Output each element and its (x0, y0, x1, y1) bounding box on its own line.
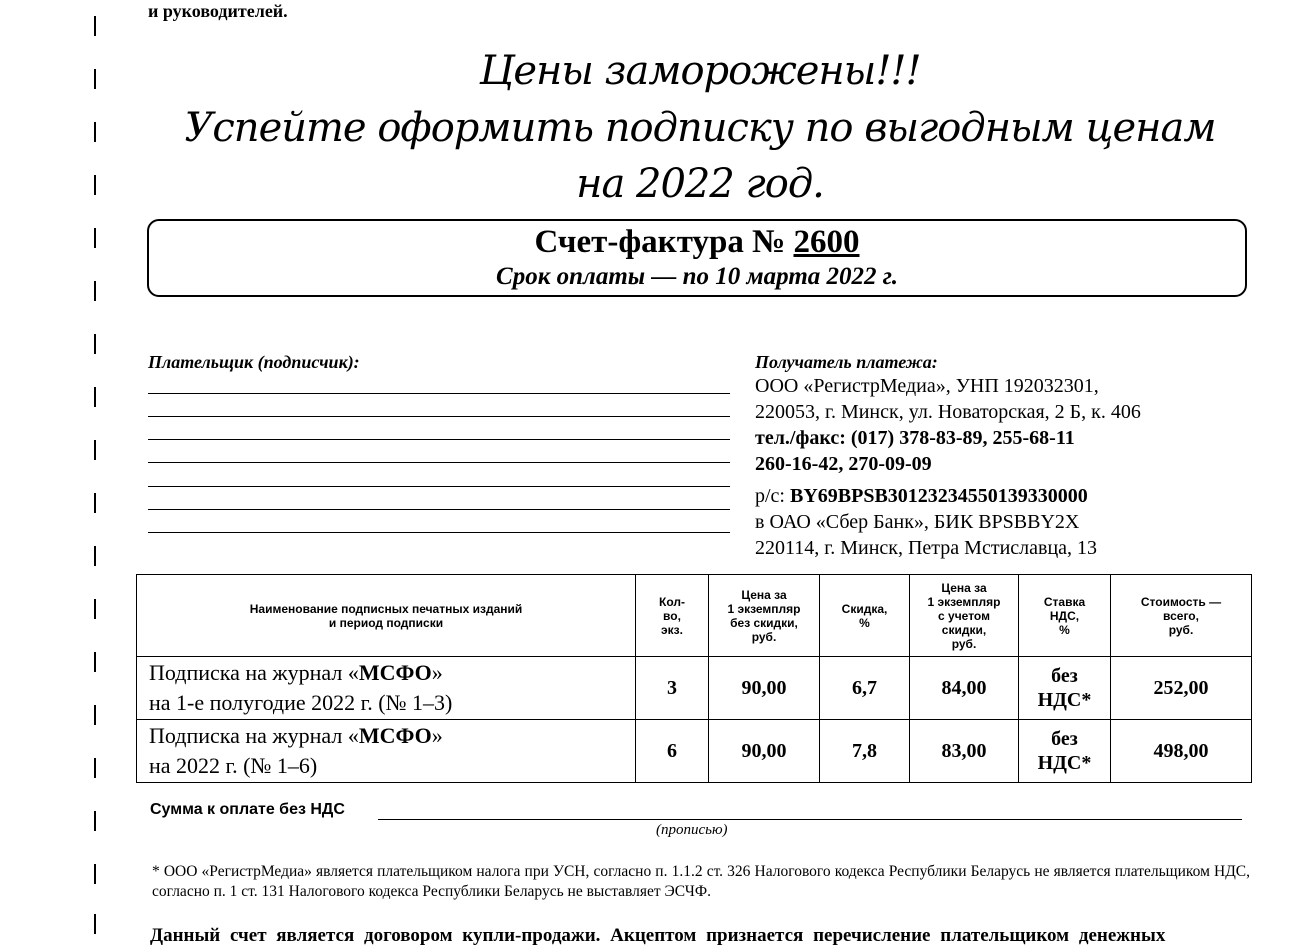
row-name-suffix: » (431, 660, 443, 685)
intro-text: и руководителей. (148, 1, 288, 21)
row-qty: 6 (636, 720, 709, 783)
payer-input-line[interactable] (148, 532, 730, 533)
promo-line-2: Успейте оформить подписку по выгодным ценам (184, 105, 1216, 151)
contract-note: Данный счет является договором купли-продажи. Акцептом признается перечисление плательщиком денежных (150, 925, 1166, 946)
row-price-discounted: 84,00 (910, 657, 1019, 720)
header-name: Наименование подписных печатных изданий и период подписки (137, 575, 636, 657)
payer-input-line[interactable] (148, 462, 730, 463)
cut-mark (94, 281, 96, 301)
row-qty: 3 (636, 657, 709, 720)
sum-input-line[interactable] (378, 819, 1242, 820)
payment-due-date: Срок оплаты — по 10 марта 2022 г. (496, 263, 898, 290)
account-number: BY69BPSB30123234550139330000 (790, 485, 1088, 507)
header-price-discounted: Цена за 1 экземпляр с учетом скидки, руб. (910, 575, 1019, 657)
header-total: Стоимость — всего, руб. (1111, 575, 1252, 657)
row-name-prefix: Подписка на журнал « (149, 723, 359, 748)
cut-mark (94, 334, 96, 354)
cut-mark (94, 546, 96, 566)
row-discount: 6,7 (820, 657, 910, 720)
payer-input-line[interactable] (148, 509, 730, 510)
cut-mark (94, 811, 96, 831)
cut-mark (94, 175, 96, 195)
subscription-table (136, 574, 1252, 783)
recipient-phone-2: 260-16-42, 270-09-09 (755, 453, 932, 475)
recipient-bank-address: 220114, г. Минск, Петра Мстиславца, 13 (755, 537, 1098, 559)
cut-mark (94, 652, 96, 672)
sum-hint: (прописью) (656, 822, 728, 838)
row-period: на 2022 г. (№ 1–6) (149, 753, 318, 778)
cut-mark (94, 16, 96, 36)
payer-input-line[interactable] (148, 439, 730, 440)
row-name-prefix: Подписка на журнал « (149, 660, 359, 685)
header-qty: Кол- во, экз. (636, 575, 709, 657)
recipient-bank: в ОАО «Сбер Банк», БИК BPSBBY2X (755, 511, 1080, 533)
recipient-phone: тел./факс: (017) 378-83-89, 255-68-11 (755, 427, 1075, 449)
payer-label: Плательщик (подписчик): (148, 352, 360, 372)
header-discount: Скидка, % (820, 575, 910, 657)
payer-input-line[interactable] (148, 486, 730, 487)
invoice-header-box (147, 219, 1247, 297)
cut-mark (94, 864, 96, 884)
cut-mark (94, 228, 96, 248)
account-prefix: р/с: (755, 485, 785, 507)
invoice-title-label: Счет-фактура № (534, 224, 786, 260)
row-name (137, 657, 636, 720)
payer-input-line[interactable] (148, 393, 730, 394)
recipient-address: 220053, г. Минск, ул. Новаторская, 2 Б, к. 406 (755, 401, 1141, 423)
recipient-company: ООО «РегистрМедиа», УНП 192032301, (755, 375, 1099, 397)
payer-input-line[interactable] (148, 416, 730, 417)
row-price: 90,00 (709, 720, 820, 783)
invoice-number: 2600 (793, 224, 860, 260)
header-price: Цена за 1 экземпляр без скидки, руб. (709, 575, 820, 657)
cut-mark (94, 758, 96, 778)
cut-mark (94, 705, 96, 725)
promo-line-3: на 2022 год. (576, 161, 824, 207)
row-vat: без НДС* (1019, 720, 1111, 783)
table-row (137, 657, 1252, 720)
row-journal-name: МСФО (358, 723, 432, 748)
sum-label: Сумма к оплате без НДС (150, 801, 345, 818)
row-price-discounted: 83,00 (910, 720, 1019, 783)
table-header-row (137, 575, 1252, 657)
row-name (137, 720, 636, 783)
cut-mark (94, 493, 96, 513)
recipient-block (755, 351, 1141, 561)
promo-line-1: Цены заморожены!!! (479, 48, 921, 94)
cut-mark (94, 440, 96, 460)
row-name-suffix: » (431, 723, 443, 748)
row-discount: 7,8 (820, 720, 910, 783)
table-row (137, 720, 1252, 783)
recipient-label: Получатель платежа: (755, 352, 938, 372)
recipient-account (755, 483, 1141, 509)
header-vat-rate: Ставка НДС, % (1019, 575, 1111, 657)
cut-mark (94, 914, 96, 934)
row-period: на 1-е полугодие 2022 г. (№ 1–3) (149, 690, 453, 715)
invoice-title (149, 222, 1245, 262)
row-total: 252,00 (1111, 657, 1252, 720)
cut-mark (94, 599, 96, 619)
cut-mark (94, 387, 96, 407)
row-price: 90,00 (709, 657, 820, 720)
row-total: 498,00 (1111, 720, 1252, 783)
row-vat: без НДС* (1019, 657, 1111, 720)
row-journal-name: МСФО (358, 660, 432, 685)
cut-mark (94, 69, 96, 89)
vat-footnote: * ООО «РегистрМедиа» является плательщиком налога при УСН, согласно п. 1.1.2 ст. 326 Налогового кодекса Республики Беларусь не является плательщиком НДС, согласно п. 1 ст. 131 Налогового кодекса Республики Беларусь не выставляет ЭСЧФ. (152, 863, 1250, 900)
cut-mark (94, 122, 96, 142)
